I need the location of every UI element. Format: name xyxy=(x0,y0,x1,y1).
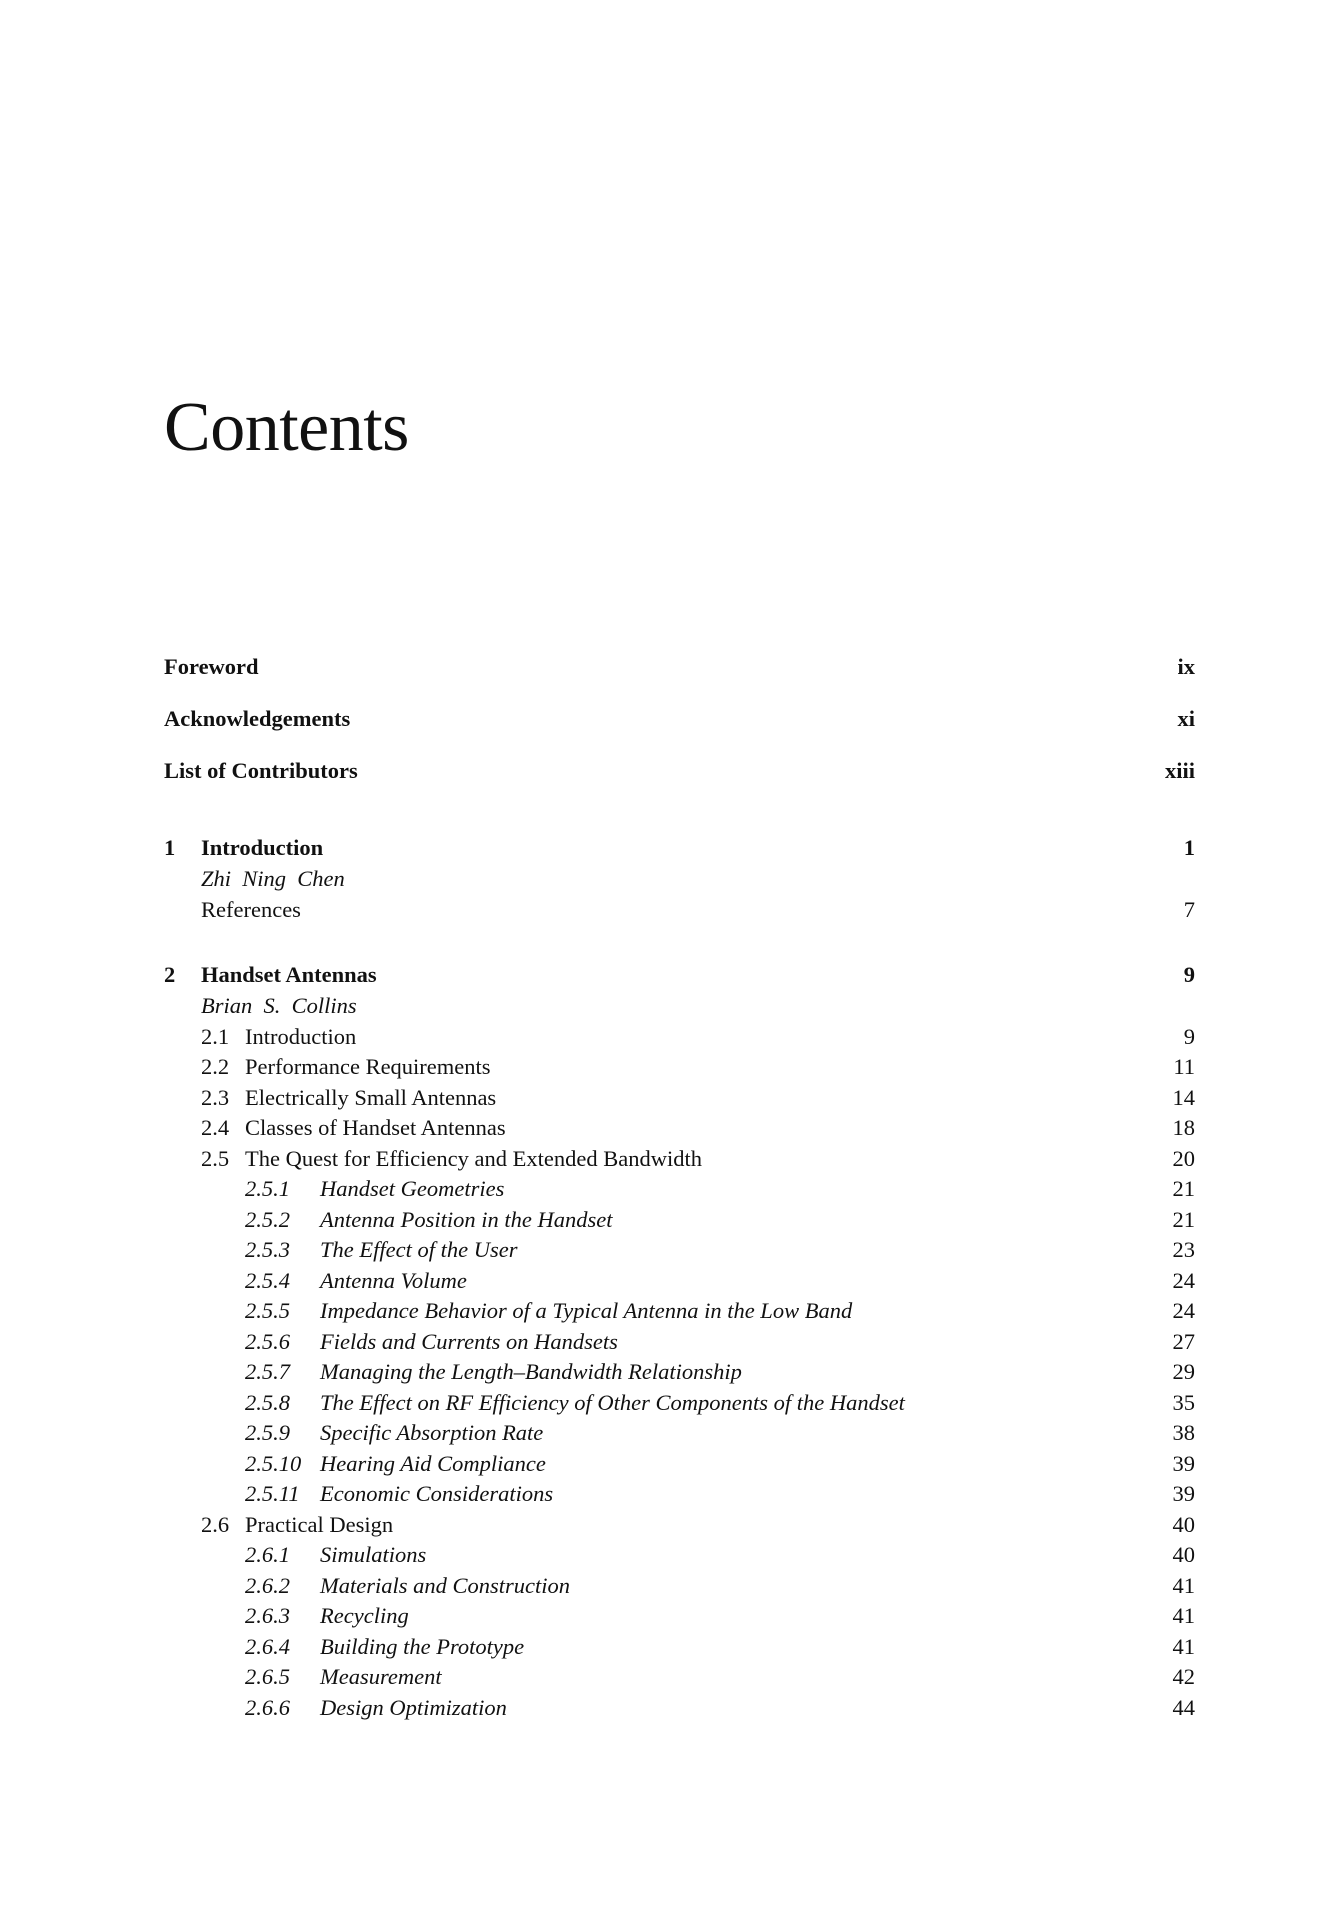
toc-entry-page: 24 xyxy=(1172,1268,1195,1293)
toc-entry-page: 27 xyxy=(1172,1329,1195,1354)
subsection-number: 2.6.1 xyxy=(245,1542,290,1567)
toc-entry-page: xiii xyxy=(1164,758,1195,783)
toc-entry-page: 39 xyxy=(1172,1451,1195,1476)
toc-subsection-2-5-6[interactable] xyxy=(164,1327,1195,1357)
toc-entry-page: 39 xyxy=(1172,1481,1195,1506)
chapter-number: 2 xyxy=(164,962,176,987)
chapter-1-author xyxy=(164,864,1195,894)
toc-entry-label: Foreword xyxy=(164,654,259,679)
toc-subsection-2-5-9[interactable] xyxy=(164,1418,1195,1448)
chapter-title: Introduction xyxy=(201,835,324,860)
toc-subsection-2-5-5[interactable] xyxy=(164,1296,1195,1326)
subsection-title: Recycling xyxy=(320,1603,409,1628)
toc-subsection-2-5-7[interactable] xyxy=(164,1357,1195,1387)
subsection-number: 2.5.9 xyxy=(245,1420,290,1445)
subsection-number: 2.6.5 xyxy=(245,1664,290,1689)
toc-entry-page: xi xyxy=(1177,706,1195,731)
subsection-number: 2.5.2 xyxy=(245,1207,290,1232)
section-number: 2.4 xyxy=(201,1115,230,1140)
subsection-title: Managing the Length–Bandwidth Relationship xyxy=(320,1359,742,1384)
chapter-author: Zhi Ning Chen xyxy=(201,866,345,891)
toc-entry-label: Acknowledgements xyxy=(164,706,351,731)
toc-subsection-2-6-4[interactable] xyxy=(164,1632,1195,1662)
section-title: Introduction xyxy=(245,1024,357,1049)
toc-subsection-2-5-4[interactable] xyxy=(164,1266,1195,1296)
toc-entry-page: 1 xyxy=(1183,835,1195,860)
subsection-number: 2.6.4 xyxy=(245,1634,290,1659)
toc-section-2-5[interactable] xyxy=(164,1144,1195,1174)
subsection-title: Antenna Volume xyxy=(320,1268,467,1293)
toc-subsection-2-5-1[interactable] xyxy=(164,1174,1195,1204)
subsection-number: 2.6.2 xyxy=(245,1573,290,1598)
section-title: Performance Requirements xyxy=(245,1054,491,1079)
subsection-number: 2.5.5 xyxy=(245,1298,290,1323)
toc-entry-page: 9 xyxy=(1183,962,1195,987)
subsection-number: 2.5.1 xyxy=(245,1176,290,1201)
toc-entry-page: 24 xyxy=(1172,1298,1195,1323)
toc-entry-page: 35 xyxy=(1172,1390,1195,1415)
toc-section-2-1[interactable] xyxy=(164,1022,1195,1052)
chapter-author: Brian S. Collins xyxy=(201,993,357,1018)
subsection-number: 2.5.11 xyxy=(245,1481,300,1506)
subsection-title: Design Optimization xyxy=(320,1695,507,1720)
toc-section-2-4[interactable] xyxy=(164,1113,1195,1143)
subsection-title: Fields and Currents on Handsets xyxy=(320,1329,618,1354)
subsection-number: 2.5.8 xyxy=(245,1390,290,1415)
toc-entry-acknowledgements[interactable] xyxy=(164,704,1195,734)
toc-entry-page: 21 xyxy=(1172,1176,1195,1201)
subsection-number: 2.5.7 xyxy=(245,1359,290,1384)
toc-entry-page: 41 xyxy=(1172,1573,1195,1598)
section-number: 2.2 xyxy=(201,1054,230,1079)
subsection-title: Economic Considerations xyxy=(320,1481,554,1506)
subsection-title: Antenna Position in the Handset xyxy=(320,1207,613,1232)
toc-subsection-2-6-6[interactable] xyxy=(164,1693,1195,1723)
toc-subsection-2-6-3[interactable] xyxy=(164,1601,1195,1631)
section-number: 2.1 xyxy=(201,1024,230,1049)
toc-entry-foreword[interactable] xyxy=(164,652,1195,682)
toc-entry-page: 41 xyxy=(1172,1603,1195,1628)
subsection-number: 2.6.6 xyxy=(245,1695,290,1720)
toc-subsection-2-5-11[interactable] xyxy=(164,1479,1195,1509)
toc-entry-page: 40 xyxy=(1172,1542,1195,1567)
toc-subsection-2-6-5[interactable] xyxy=(164,1662,1195,1692)
toc-entry-references[interactable] xyxy=(164,895,1195,925)
subsection-title: Handset Geometries xyxy=(320,1176,505,1201)
chapter-2-author xyxy=(164,991,1195,1021)
subsection-title: Materials and Construction xyxy=(320,1573,571,1598)
toc-section-2-3[interactable] xyxy=(164,1083,1195,1113)
toc-entry-page: 9 xyxy=(1183,1024,1195,1049)
toc-entry-page: 23 xyxy=(1172,1237,1195,1262)
toc-subsection-2-5-3[interactable] xyxy=(164,1235,1195,1265)
section-number: 2.3 xyxy=(201,1085,230,1110)
subsection-title: Simulations xyxy=(320,1542,427,1567)
subsection-title: The Effect of the User xyxy=(320,1237,518,1262)
toc-chapter-1[interactable] xyxy=(164,833,1195,863)
section-number: 2.5 xyxy=(201,1146,230,1171)
toc-entry-page: 14 xyxy=(1172,1085,1195,1110)
subsection-title: Specific Absorption Rate xyxy=(320,1420,544,1445)
toc-entry-list-of-contributors[interactable] xyxy=(164,756,1195,786)
subsection-title: Hearing Aid Compliance xyxy=(320,1451,546,1476)
toc-subsection-2-5-8[interactable] xyxy=(164,1388,1195,1418)
toc-entry-page: 40 xyxy=(1172,1512,1195,1537)
toc-entry-label: List of Contributors xyxy=(164,758,358,783)
toc-subsection-2-6-2[interactable] xyxy=(164,1571,1195,1601)
subsection-number: 2.5.10 xyxy=(245,1451,302,1476)
subsection-title: Building the Prototype xyxy=(320,1634,525,1659)
toc-entry-page: 29 xyxy=(1172,1359,1195,1384)
toc-entry-page: 41 xyxy=(1172,1634,1195,1659)
toc-entry-page: 7 xyxy=(1183,897,1195,922)
toc-section-2-6[interactable] xyxy=(164,1510,1195,1540)
subsection-number: 2.5.3 xyxy=(245,1237,290,1262)
section-title: Electrically Small Antennas xyxy=(245,1085,497,1110)
subsection-number: 2.5.4 xyxy=(245,1268,290,1293)
subsection-number: 2.5.6 xyxy=(245,1329,290,1354)
toc-subsection-2-5-2[interactable] xyxy=(164,1205,1195,1235)
toc-subsection-2-5-10[interactable] xyxy=(164,1449,1195,1479)
subsection-title: The Effect on RF Efficiency of Other Components of the Handset xyxy=(320,1390,905,1415)
toc-section-2-2[interactable] xyxy=(164,1052,1195,1082)
toc-entry-label: References xyxy=(201,897,301,922)
page-title: Contents xyxy=(164,389,409,466)
section-title: The Quest for Efficiency and Extended Bandwidth xyxy=(245,1146,702,1171)
toc-entry-page: 44 xyxy=(1172,1695,1195,1720)
chapter-number: 1 xyxy=(164,835,176,860)
section-number: 2.6 xyxy=(201,1512,230,1537)
toc-entry-page: ix xyxy=(1177,654,1195,679)
section-title: Classes of Handset Antennas xyxy=(245,1115,506,1140)
toc-entry-page: 21 xyxy=(1172,1207,1195,1232)
subsection-number: 2.6.3 xyxy=(245,1603,290,1628)
toc-entry-page: 20 xyxy=(1172,1146,1195,1171)
subsection-title: Measurement xyxy=(320,1664,442,1689)
toc-subsection-2-6-1[interactable] xyxy=(164,1540,1195,1570)
toc-entry-page: 11 xyxy=(1173,1054,1195,1079)
toc-chapter-2[interactable] xyxy=(164,960,1195,990)
chapter-title: Handset Antennas xyxy=(201,962,377,987)
toc-entry-page: 18 xyxy=(1172,1115,1195,1140)
toc-entry-page: 42 xyxy=(1172,1664,1195,1689)
section-title: Practical Design xyxy=(245,1512,394,1537)
toc-entry-page: 38 xyxy=(1172,1420,1195,1445)
subsection-title: Impedance Behavior of a Typical Antenna in the Low Band xyxy=(320,1298,853,1323)
